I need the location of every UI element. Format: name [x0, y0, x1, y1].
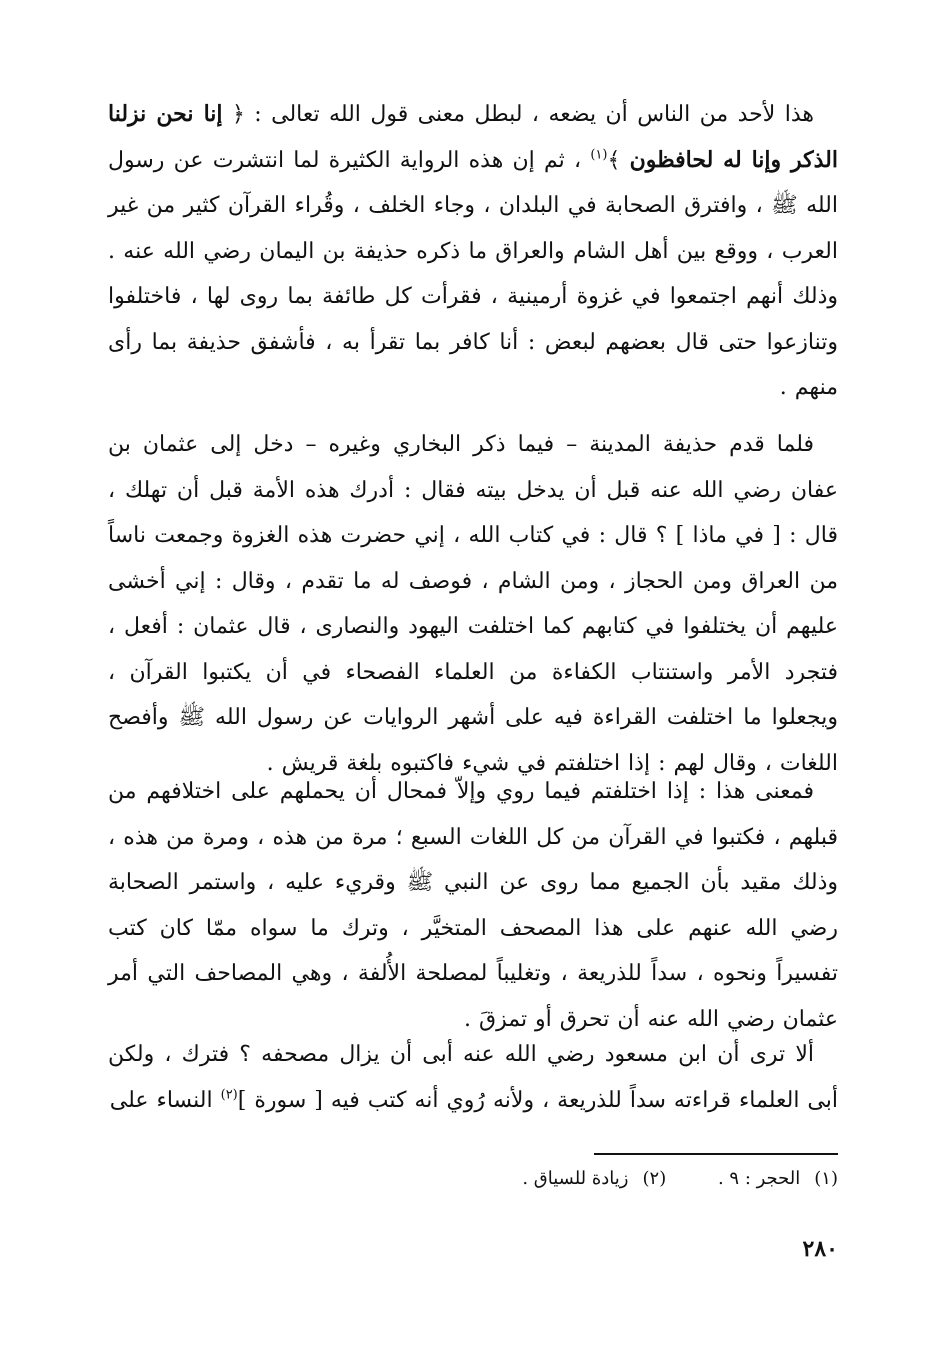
footnote-number: (٢) [642, 1168, 667, 1189]
page-number: ٢٨٠ [802, 1236, 838, 1262]
footnote-ref-2: (٢) [220, 1087, 238, 1103]
footnote-number: (١) [814, 1168, 838, 1189]
footnote-1 [718, 1166, 838, 1192]
paragraph-text: هذا لأحد من الناس أن يضعه ، لبطل معنى قول الله تعالى : ﴿ [222, 102, 814, 127]
footnote-text: زيادة للسياق . [522, 1168, 629, 1189]
footnote-ref-1: (١) [590, 147, 608, 163]
paragraph-text: ألا ترى أن ابن مسعود رضي الله عنه أبى أن يزال مصحفه ؟ فترك ، ولكن أبى العلماء قراءته سداً للذريعة ، ولأنه رُوي أنه كتب فيه [ سورة ] [108, 1042, 838, 1113]
paragraph-2 [108, 422, 838, 786]
footnote-2 [522, 1166, 666, 1192]
paragraph-text: النساء على [109, 1087, 221, 1113]
paragraph-3 [108, 769, 838, 1042]
paragraph-1 [108, 92, 838, 411]
footnote-separator [594, 1153, 838, 1155]
paragraph-text: ، ثم إن هذه الرواية الكثيرة لما انتشرت عن رسول الله ﷺ ، وافترق الصحابة في البلدان ، وجاء الخلف ، وقُراء القرآن كثير من غير العرب ، ووقع بين أهل الشام والعراق ما ذكره حذيفة بن اليمان رضي الله عنه . وذلك أنهم اجتمعوا في غزوة أرمينية ، فقرأت كل طائفة بما روى لها ، فاختلفوا وتنازعوا حتى قال بعضهم لبعض : أنا كافر بما تقرأ به ، فأشفق حذيفة بما رأى منهم . [108, 147, 838, 400]
verse-close-bracket: ﴾ [607, 147, 630, 173]
quran-verse: إنا نحن نزلنا الذكر وإنا له لحافظون [108, 101, 838, 173]
paragraph-4 [108, 1032, 838, 1123]
paragraph-text: فمعنى هذا : إذا اختلفتم فيما روي وإلاّ فمحال أن يحملهم على اختلافهم من قبلهم ، فكتبوا في القرآن من كل اللغات السبع ؛ مرة من هذه ، ومرة من هذه ، وذلك مقيد بأن الجميع مما روى عن النبي ﷺ وقريء عليه ، واستمر الصحابة رضي الله عنهم على هذا المصحف المتخيَّر ، وترك ما سواه ممّا كان كتب تفسيراً ونحوه ، سداً للذريعة ، وتغليباً لمصلحة الأُلفة ، وهي المصاحف التي أمر عثمان رضي الله عنه أن تحرق أو تمزقَ . [108, 779, 838, 1032]
footnotes [300, 1166, 838, 1192]
footnote-text: الحجر : ٩ . [717, 1168, 801, 1189]
paragraph-text: فلما قدم حذيفة المدينة – فيما ذكر البخاري وغيره – دخل إلى عثمان بن عفان رضي الله عنه قبل أن يدخل بيته فقال : أدرك هذه الأمة قبل أن تهلك ، قال : [ في ماذا ] ؟ قال : في كتاب الله ، إني حضرت هذه الغزوة وجمعت ناساً من العراق ومن الحجاز ، ومن الشام ، فوصف له ما تقدم ، وقال : إني أخشى عليهم أن يختلفوا في كتابهم كما اختلفت اليهود والنصارى ، قال عثمان : أفعل ، فتجرد الأمر واستنتاب الكفاءة من العلماء الفصحاء في أن يكتبوا القرآن ، ويجعلوا ما اختلفت القراءة فيه على أشهر الروايات عن رسول الله ﷺ وأفصح اللغات ، وقال لهم : إذا اختلفتم في شيء فاكتبوه بلغة قريش . [108, 432, 838, 776]
